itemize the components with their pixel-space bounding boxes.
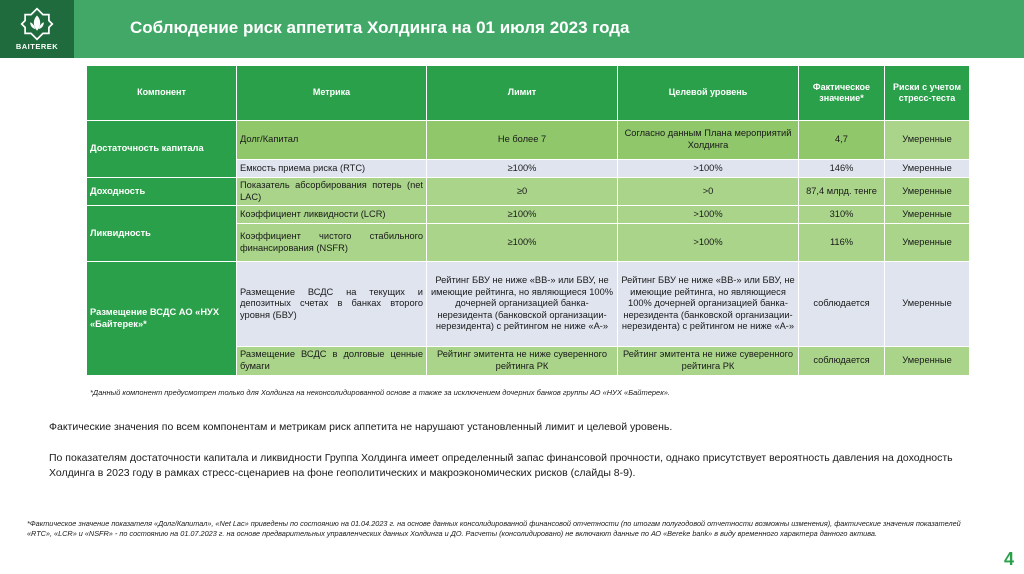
risk-cell: Умеренные bbox=[885, 121, 970, 160]
col-header-actual: Фактическое значение* bbox=[799, 66, 885, 121]
page-footnote: *Фактическое значение показателя «Долг/Капитал», «Net Lac» приведены по состоянию на 01.04.2023 г. на основе данных консолидированной финансовой отчетности (по итогам полугодовой отчетности возможны изменения), фактические значения показателей «RTC», «LCR» и «NSFR» - по состоянию на 01.07.2023 г. на основе предварительных управленческих данных Холдинга и ДО. Расчеты (консолидировано) не включают данные по АО «Bereke bank» в виду временного характера данного актива. bbox=[27, 519, 961, 539]
actual-cell: соблюдается bbox=[799, 262, 885, 347]
actual-cell: 87,4 млрд. тенге bbox=[799, 178, 885, 206]
target-cell: >100% bbox=[618, 160, 799, 178]
tree-logo-icon bbox=[20, 7, 54, 41]
limit-cell: Рейтинг БВУ не ниже «ВВ-» или БВУ, не имеющие рейтинга, но являющиеся 100% дочерней организацией банка-нерезидента (банковской организации-нерезидента) с рейтингом не ниже «А-» bbox=[427, 262, 618, 347]
target-cell: Рейтинг БВУ не ниже «ВВ-» или БВУ, не имеющие рейтинга, но являющиеся 100% дочерней организацией банка-нерезидента (банковской организации-нерезидента) с рейтингом не ниже «А-» bbox=[618, 262, 799, 347]
col-header-component: Компонент bbox=[87, 66, 237, 121]
table-row bbox=[87, 262, 970, 347]
col-header-stress-risk: Риски с учетом стресс-теста bbox=[885, 66, 970, 121]
risk-cell: Умеренные bbox=[885, 206, 970, 224]
actual-cell: 146% bbox=[799, 160, 885, 178]
metric-cell: Размещение ВСДС на текущих и депозитных счетах в банках второго уровня (БВУ) bbox=[237, 262, 427, 347]
actual-cell: соблюдается bbox=[799, 347, 885, 376]
actual-cell: 116% bbox=[799, 224, 885, 262]
summary-paragraph: Фактические значения по всем компонентам и метрикам риск аппетита не нарушают установленный лимит и целевой уровень. bbox=[49, 421, 673, 433]
component-cell: Ликвидность bbox=[87, 206, 237, 262]
table-footnote: *Данный компонент предусмотрен только для Холдинга на неконсолидированной основе а также за исключением дочерних банков группы АО «НУХ «Байтерек». bbox=[90, 388, 671, 397]
actual-cell: 310% bbox=[799, 206, 885, 224]
table-row bbox=[87, 178, 970, 206]
page-number: 4 bbox=[1004, 549, 1015, 569]
page-title: Соблюдение риск аппетита Холдинга на 01 июля 2023 года bbox=[130, 18, 630, 37]
actual-cell: 4,7 bbox=[799, 121, 885, 160]
risk-cell: Умеренные bbox=[885, 224, 970, 262]
target-cell: Рейтинг эмитента не ниже суверенного рейтинга РК bbox=[618, 347, 799, 376]
target-cell: >0 bbox=[618, 178, 799, 206]
limit-cell: ≥100% bbox=[427, 224, 618, 262]
component-cell: Размещение ВСДС АО «НУХ «Байтерек»* bbox=[87, 262, 237, 376]
metric-cell: Долг/Капитал bbox=[237, 121, 427, 160]
limit-cell: Не более 7 bbox=[427, 121, 618, 160]
table-row bbox=[87, 121, 970, 160]
risk-cell: Умеренные bbox=[885, 347, 970, 376]
target-cell: >100% bbox=[618, 224, 799, 262]
header-bar bbox=[0, 0, 1024, 58]
metric-cell: Коэффициент ликвидности (LCR) bbox=[237, 206, 427, 224]
table-header-row bbox=[87, 66, 970, 121]
component-cell: Доходность bbox=[87, 178, 237, 206]
risk-cell: Умеренные bbox=[885, 160, 970, 178]
limit-cell: ≥100% bbox=[427, 160, 618, 178]
metric-cell: Показатель абсорбирования потерь (net LAC) bbox=[237, 178, 427, 206]
limit-cell: ≥0 bbox=[427, 178, 618, 206]
baiterek-logo[interactable] bbox=[0, 0, 74, 58]
table-row bbox=[87, 206, 970, 224]
analysis-paragraph: По показателям достаточности капитала и ликвидности Группа Холдинга имеет определенный запас финансовой прочности, однако присутствует вероятность давления на доходность Холдинга в 2023 году в рамках стресс-сценариев на фоне геополитических и макроэкономических рисков (слайды 8-9). bbox=[49, 452, 953, 480]
col-header-limit: Лимит bbox=[427, 66, 618, 121]
risk-appetite-table bbox=[86, 65, 970, 376]
metric-cell: Коэффициент чистого стабильного финансирования (NSFR) bbox=[237, 224, 427, 262]
target-cell: Согласно данным Плана мероприятий Холдинга bbox=[618, 121, 799, 160]
logo-text: BAITEREK bbox=[15, 42, 59, 51]
col-header-metric: Метрика bbox=[237, 66, 427, 121]
component-cell: Достаточность капитала bbox=[87, 121, 237, 178]
limit-cell: ≥100% bbox=[427, 206, 618, 224]
target-cell: >100% bbox=[618, 206, 799, 224]
risk-cell: Умеренные bbox=[885, 262, 970, 347]
col-header-target: Целевой уровень bbox=[618, 66, 799, 121]
risk-cell: Умеренные bbox=[885, 178, 970, 206]
limit-cell: Рейтинг эмитента не ниже суверенного рейтинга РК bbox=[427, 347, 618, 376]
metric-cell: Емкость приема риска (RTC) bbox=[237, 160, 427, 178]
metric-cell: Размещение ВСДС в долговые ценные бумаги bbox=[237, 347, 427, 376]
